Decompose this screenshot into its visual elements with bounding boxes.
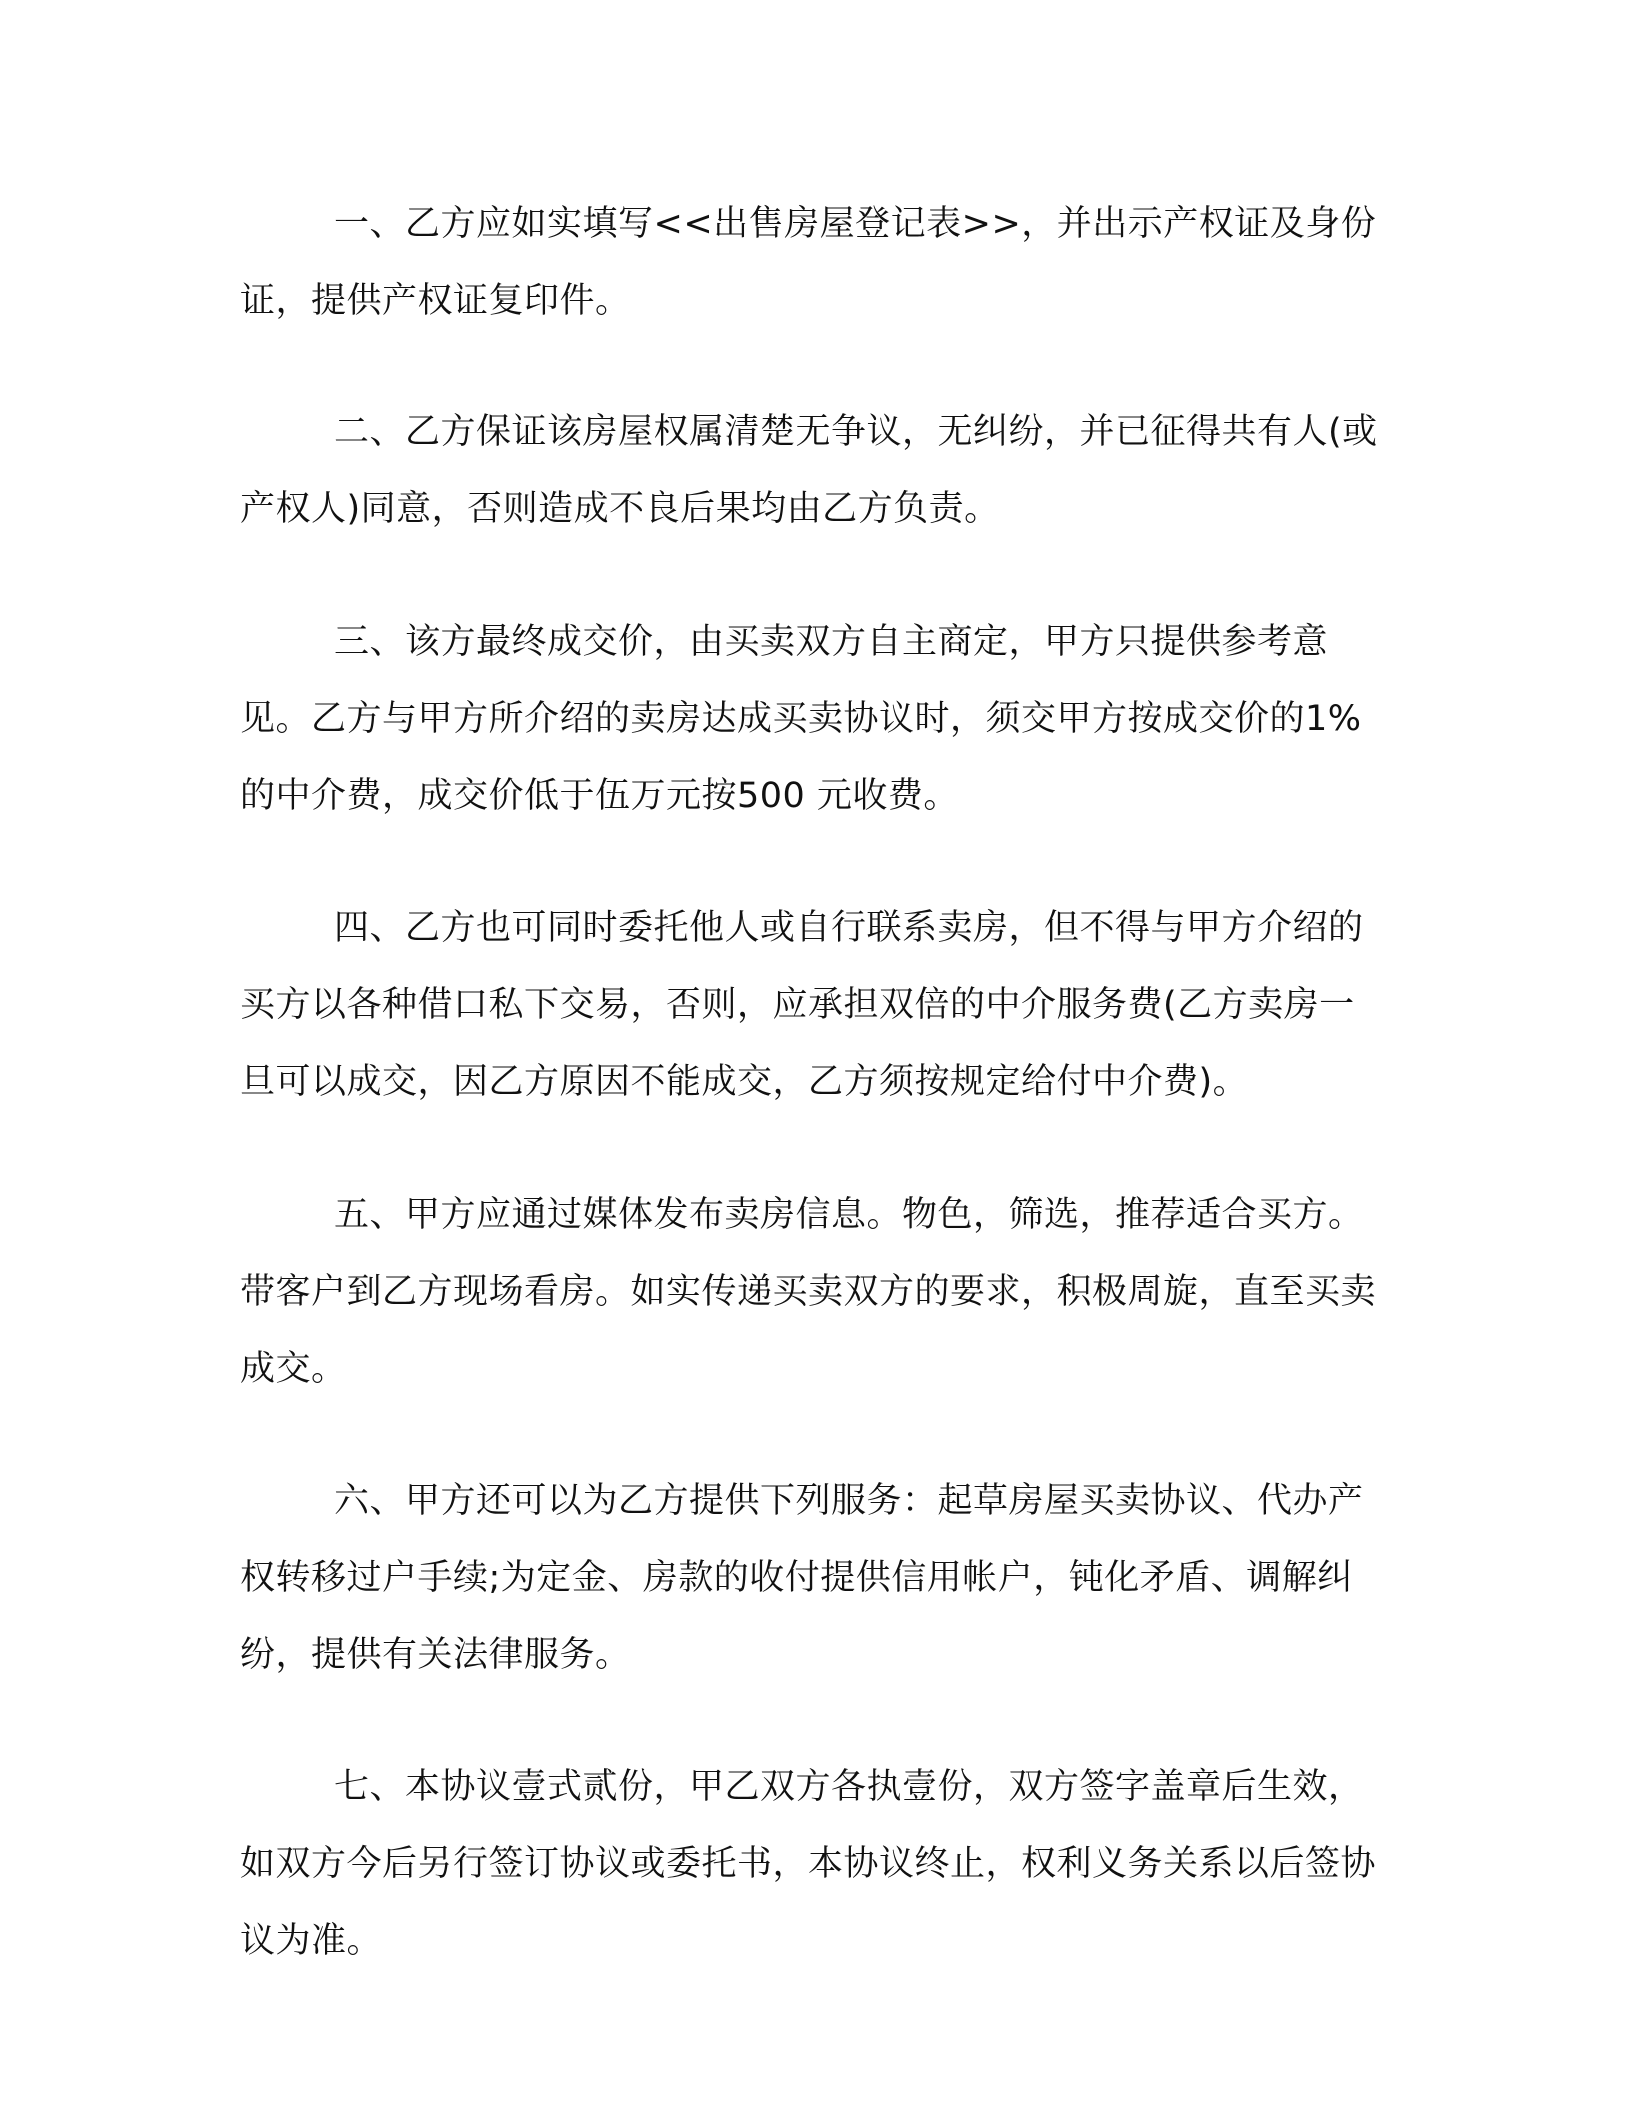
clause-7: 七、本协议壹式贰份，甲乙双方各执壹份，双方签字盖章后生效，如双方今后另行签订协议或委托书，本协议终止，权利义务关系以后签协议为准。 [240,1767,1377,1961]
clause-3: 三、该方最终成交价，由买卖双方自主商定，甲方只提供参考意见。乙方与甲方所介绍的卖房达成买卖协议时，须交甲方按成交价的1%的中介费，成交价低于伍万元按500 元收费。 [240,622,1362,816]
clause-5: 五、甲方应通过媒体发布卖房信息。物色，筛选，推荐适合买方。带客户到乙方现场看房。如实传递买卖双方的要求，积极周旋，直至买卖成交。 [240,1195,1377,1389]
document-body [240,186,1390,2038]
clause-1: 一、乙方应如实填写<<出售房屋登记表>>，并出示产权证及身份证，提供产权证复印件。 [240,204,1377,321]
clause-2: 二、乙方保证该房屋权属清楚无争议，无纠纷，并已征得共有人(或产权人)同意，否则造成不良后果均由乙方负责。 [240,412,1378,529]
clause-6: 六、甲方还可以为乙方提供下列服务：起草房屋买卖协议、代办产权转移过户手续;为定金、房款的收付提供信用帐户，钝化矛盾、调解纠纷，提供有关法律服务。 [240,1481,1364,1675]
clause-4: 四、乙方也可同时委托他人或自行联系卖房，但不得与甲方介绍的买方以各种借口私下交易，否则，应承担双倍的中介服务费(乙方卖房一旦可以成交，因乙方原因不能成交，乙方须按规定给付中介费)。 [240,908,1364,1102]
